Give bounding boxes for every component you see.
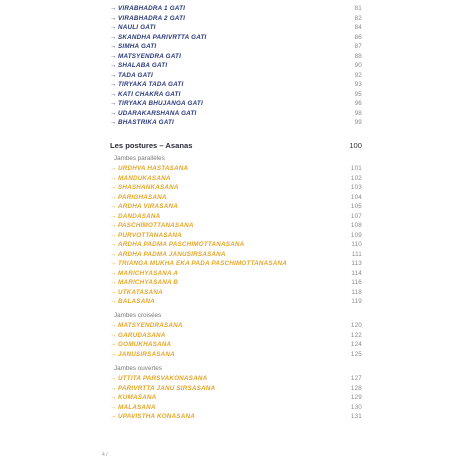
page-number: 4 / (102, 452, 108, 458)
arrow-icon: → (110, 43, 117, 50)
toc-entry[interactable]: → PASCHIMOTTANASANA 108 (110, 222, 362, 229)
toc-entry[interactable]: → UTTITA PARSVAKONASANA 127 (110, 375, 362, 382)
toc-entry[interactable]: → VIRABHADRA 1 GATI 81 (110, 5, 362, 12)
arrow-icon: → (110, 165, 117, 172)
toc-entry[interactable]: → TIRYAKA BHUJANGA GATI 96 (110, 100, 362, 107)
section-title: Les postures – Asanas (110, 141, 193, 150)
arrow-icon: → (110, 341, 117, 348)
toc-entry[interactable]: → MANDUKASANA 102 (110, 174, 362, 182)
arrow-icon: → (110, 71, 117, 79)
arrow-icon: → (110, 250, 117, 258)
arrow-icon: → (110, 241, 117, 248)
arrow-icon: → (110, 109, 117, 117)
toc-entry[interactable]: → ARDHA VIRASANA 105 (110, 203, 362, 210)
arrow-icon: → (110, 81, 117, 88)
toc-entry[interactable]: → GOMUKHASANA 124 (110, 341, 362, 348)
arrow-icon: → (110, 193, 117, 201)
toc-entry[interactable]: → KUMASANA 129 (110, 394, 362, 401)
arrow-icon: → (110, 24, 117, 31)
toc-entry[interactable]: → UPAVISTHA KONASANA 131 (110, 413, 362, 420)
toc-entry[interactable]: → UTKATASANA 118 (110, 288, 362, 296)
toc-entry[interactable]: → NAULI GATI 84 (110, 24, 362, 31)
arrow-icon: → (110, 350, 117, 358)
toc-entry[interactable]: → PARIGHASANA 104 (110, 193, 362, 201)
arrow-icon: → (110, 384, 117, 392)
toc-entry[interactable]: → TRIANGA MUKHA EKA PADA PASCHIMOTTANASANA 113 (110, 260, 362, 267)
toc-entry[interactable]: → URDHVA HASTASANA 101 (110, 165, 362, 172)
toc-entry[interactable]: → DANDASANA 107 (110, 212, 362, 220)
arrow-icon: → (110, 375, 117, 382)
toc-entry[interactable]: → TIRYAKA TADA GATI 93 (110, 81, 362, 88)
toc-entry[interactable]: → SHALABA GATI 90 (110, 62, 362, 69)
arrow-icon: → (110, 174, 117, 182)
toc-entry[interactable]: → GARUDASANA 122 (110, 331, 362, 339)
toc-entry[interactable]: → JANUSIRSASANA 125 (110, 350, 362, 358)
arrow-icon: → (110, 331, 117, 339)
toc-entry[interactable]: → MARICHYASANA A 114 (110, 269, 362, 277)
arrow-icon: → (110, 62, 117, 69)
toc-entry[interactable]: → SIMHA GATI 87 (110, 43, 362, 50)
arrow-icon: → (110, 33, 117, 41)
arrow-icon: → (110, 298, 117, 305)
arrow-icon: → (110, 394, 117, 401)
toc-entry[interactable]: → UDARAKARSHANA GATI 98 (110, 109, 362, 117)
toc-entry[interactable]: → MATSYENDRA GATI 88 (110, 52, 362, 60)
arrow-icon: → (110, 184, 117, 191)
arrow-icon: → (110, 279, 117, 286)
group-label: Jambes ouvertes (114, 365, 162, 372)
arrow-icon: → (110, 269, 117, 277)
arrow-icon: → (110, 119, 117, 126)
arrow-icon: → (110, 52, 117, 60)
arrow-icon: → (110, 403, 117, 411)
arrow-icon: → (110, 288, 117, 296)
toc-entry[interactable]: → PARIVRTTA JANU SIRSASANA 128 (110, 384, 362, 392)
arrow-icon: → (110, 260, 117, 267)
group-label: Jambes parallèles (114, 155, 165, 162)
toc-entry[interactable]: → SKANDHA PARIVRTTA GATI 86 (110, 33, 362, 41)
arrow-icon: → (110, 90, 117, 98)
toc-entry[interactable]: → MARICHYASANA B 116 (110, 279, 362, 286)
toc-entry[interactable]: → VIRABHADRA 2 GATI 82 (110, 14, 362, 22)
arrow-icon: → (110, 14, 117, 22)
toc-entry[interactable]: → KATI CHAKRA GATI 95 (110, 90, 362, 98)
toc-entry[interactable]: → PURVOTTANASANA 109 (110, 231, 362, 239)
toc-entry[interactable]: → ARDHA PADMA PASCHIMOTTANASANA 110 (110, 241, 362, 248)
toc-entry[interactable]: → MALASANA 130 (110, 403, 362, 411)
arrow-icon: → (110, 413, 117, 420)
toc-entry[interactable]: → ARDHA PADMA JANUSIRSASANA 111 (110, 250, 362, 258)
arrow-icon: → (110, 203, 117, 210)
arrow-icon: → (110, 100, 117, 107)
section-page: 100 (349, 141, 362, 150)
arrow-icon: → (110, 222, 117, 229)
toc-entry[interactable]: → MATSYENDRASANA 120 (110, 322, 362, 329)
arrow-icon: → (110, 322, 117, 329)
arrow-icon: → (110, 212, 117, 220)
toc-entry[interactable]: → TADA GATI 92 (110, 71, 362, 79)
group-label: Jambes croisées (114, 312, 162, 319)
arrow-icon: → (110, 231, 117, 239)
toc-entry[interactable]: → BALASANA 119 (110, 298, 362, 305)
arrow-icon: → (110, 5, 117, 12)
toc-entry[interactable]: → BHASTRIKA GATI 99 (110, 119, 362, 126)
section-heading[interactable] (110, 140, 362, 152)
toc-entry[interactable]: → SHASHANKASANA 103 (110, 184, 362, 191)
